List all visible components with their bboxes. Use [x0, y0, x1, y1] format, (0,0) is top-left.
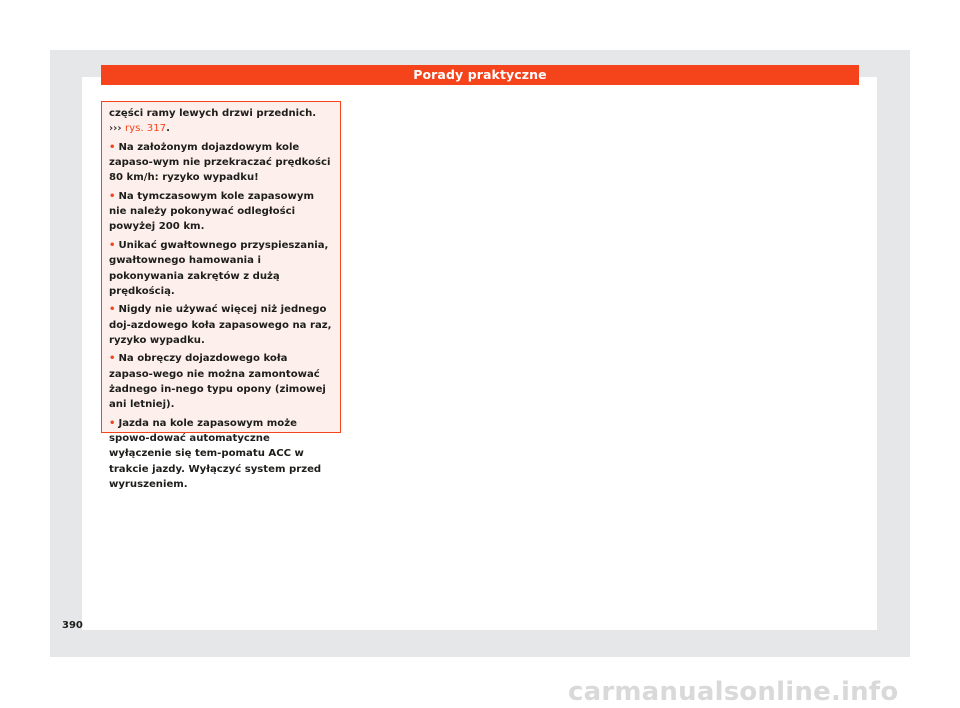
warning-item [109, 140, 334, 186]
warning-item-text: Na założonym dojazdowym kole zapaso-wym nie przekraczać prędkości 80 km/h: ryzyko wypadku! [109, 141, 331, 184]
warning-item-text: Na tymczasowym kole zapasowym nie należy pokonywać odległości powyżej 200 km. [109, 190, 314, 233]
bullet-icon: • [109, 141, 116, 153]
bullet-icon: • [109, 190, 116, 202]
bullet-icon: • [109, 353, 116, 365]
page-number: 390 [62, 620, 83, 631]
bullet-icon: • [109, 417, 116, 429]
reference-arrows-icon: ››› [109, 123, 122, 135]
bullet-icon: • [109, 304, 116, 316]
bullet-icon: • [109, 239, 116, 251]
warning-item [109, 189, 334, 235]
warning-box [101, 101, 341, 490]
warning-item [109, 416, 334, 492]
reference-suffix: . [166, 123, 170, 135]
warning-intro [109, 106, 334, 137]
warning-item [109, 302, 334, 348]
warning-item-text: Unikać gwałtownego przyspieszania, gwałtownego hamowania i pokonywania zakrętów z dużą prędkością. [109, 239, 329, 297]
figure-reference-link[interactable]: rys. 317 [125, 123, 167, 135]
watermark: carmanualsonline.info [568, 677, 899, 707]
intro-text: części ramy lewych drzwi przednich. [109, 108, 317, 119]
warning-item-text: Na obręczy dojazdowego koła zapaso-wego nie można zamontować żadnego in-nego typu opony (zimowej ani letniej). [109, 353, 326, 411]
warning-item [109, 238, 334, 299]
warning-item-text: Nigdy nie używać więcej niż jednego doj-azdowego koła zapasowego na raz, ryzyko wypadku. [109, 304, 332, 346]
section-header: Porady praktyczne [101, 65, 859, 85]
warning-item-text: Jazda na kole zapasowym może spowo-dować automatyczne wyłączenie się tem-pomatu ACC w trakcie jazdy. Wyłączyć system przed wyruszeniem. [109, 417, 322, 490]
warning-item [109, 351, 334, 412]
